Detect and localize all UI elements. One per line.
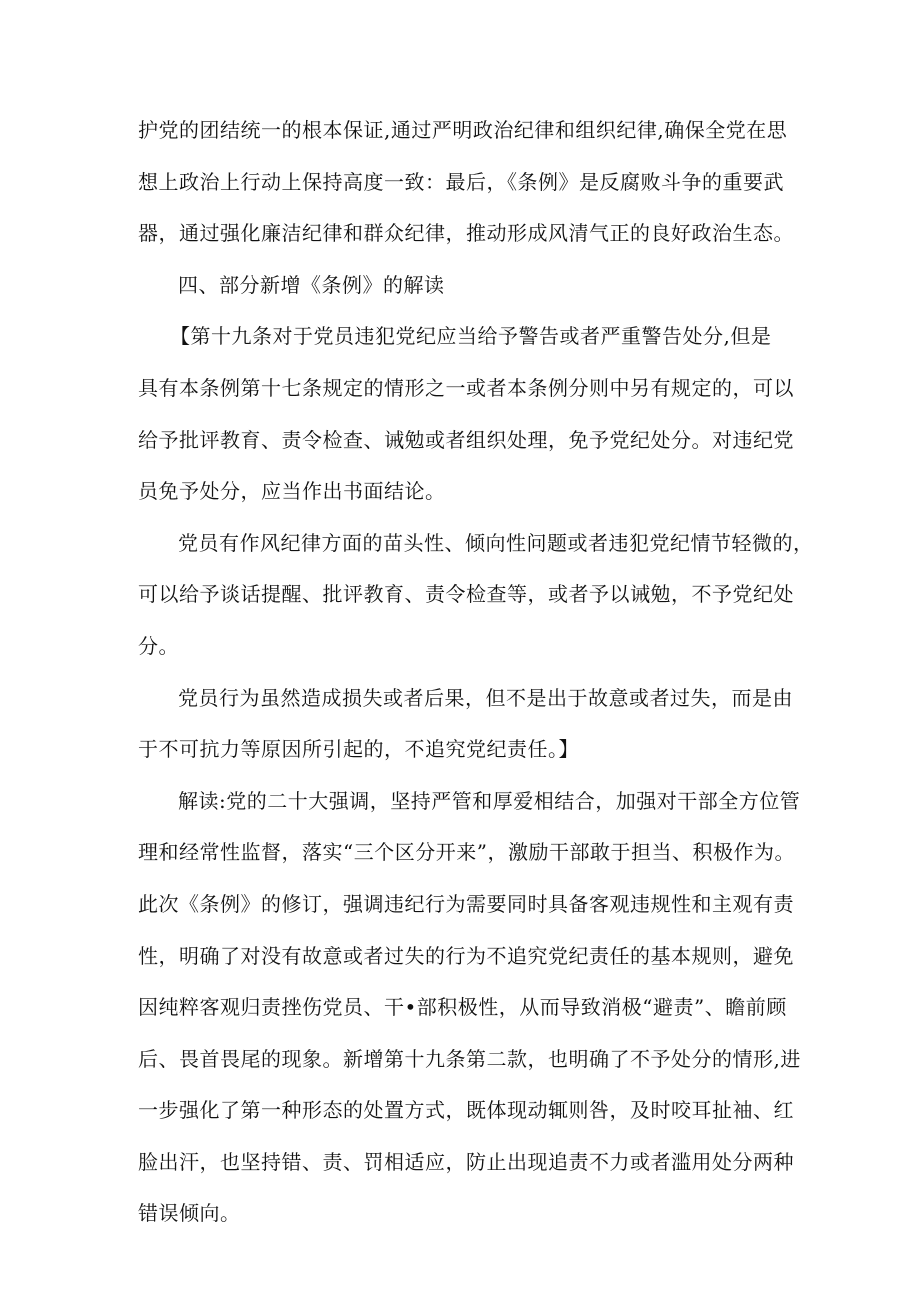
text-line: 性，明确了对没有故意或者过失的行为不追究党纪责任的基本规则，避免 <box>138 943 794 968</box>
text-line: 分。 <box>138 633 179 658</box>
text-line: 后、畏首畏尾的现象。新增第十九条第二款，也明确了不予处分的情形,进 <box>138 1046 801 1071</box>
text-line: 想上政治上行动上保持高度一致：最后，《条例》是反腐败斗争的重要武 <box>138 169 784 194</box>
text-line: 器，通过强化廉洁纪律和群众纪律，推动形成风清气正的良好政治生态。 <box>138 221 794 246</box>
text-line: 【第十九条对于党员违犯党纪应当给予警告或者严重警告处分,但是 <box>170 324 772 349</box>
text-line: 党员行为虽然造成损失或者后果，但不是出于故意或者过失，而是由 <box>178 685 793 710</box>
text-line: 此次《条例》的修订，强调违纪行为需要同时具备客观违规性和主观有责 <box>138 891 794 916</box>
text-line: 脸出汗，也坚持错、责、罚相适应，防止出现追责不力或者滥用处分两种 <box>138 1149 794 1174</box>
text-line: 一步强化了第一种形态的处置方式，既体现动辄则咎，及时咬耳扯袖、红 <box>138 1098 794 1123</box>
text-line: 解读:党的二十大强调，坚持严管和厚爱相结合，加强对干部全方位管 <box>178 788 801 813</box>
text-line: 具有本条例第十七条规定的情形之一或者本条例分则中另有规定的，可以 <box>138 375 794 400</box>
text-line: 于不可抗力等原因所引起的，不追究党纪责任。】 <box>138 737 579 762</box>
text-line: 因纯粹客观归责挫伤党员、干•部积极性，从而导致消极“避责”、瞻前顾 <box>138 995 787 1020</box>
text-line: 理和经常性监督，落实“三个区分开来”，激励干部敢于担当、积极作为。 <box>138 840 795 865</box>
document-body <box>138 112 814 1247</box>
section-heading: 四、部分新增《条例》的解读 <box>178 272 445 297</box>
text-line: 可以给予谈话提醒、批评教育、责令检查等，或者予以诫勉，不予党纪处 <box>138 582 794 607</box>
text-line: 党员有作风纪律方面的苗头性、倾向性问题或者违犯党纪情节轻微的， <box>178 530 814 555</box>
text-line: 护党的团结统一的根本保证,通过严明政治纪律和组织纪律,确保全党在思 <box>138 118 788 142</box>
text-line: 错误倾向。 <box>138 1201 241 1226</box>
text-line: 员免予处分，应当作出书面结论。 <box>138 479 446 504</box>
text-line: 给予批评教育、责令检查、诫勉或者组织处理，免予党纪处分。对违纪党 <box>138 427 794 452</box>
